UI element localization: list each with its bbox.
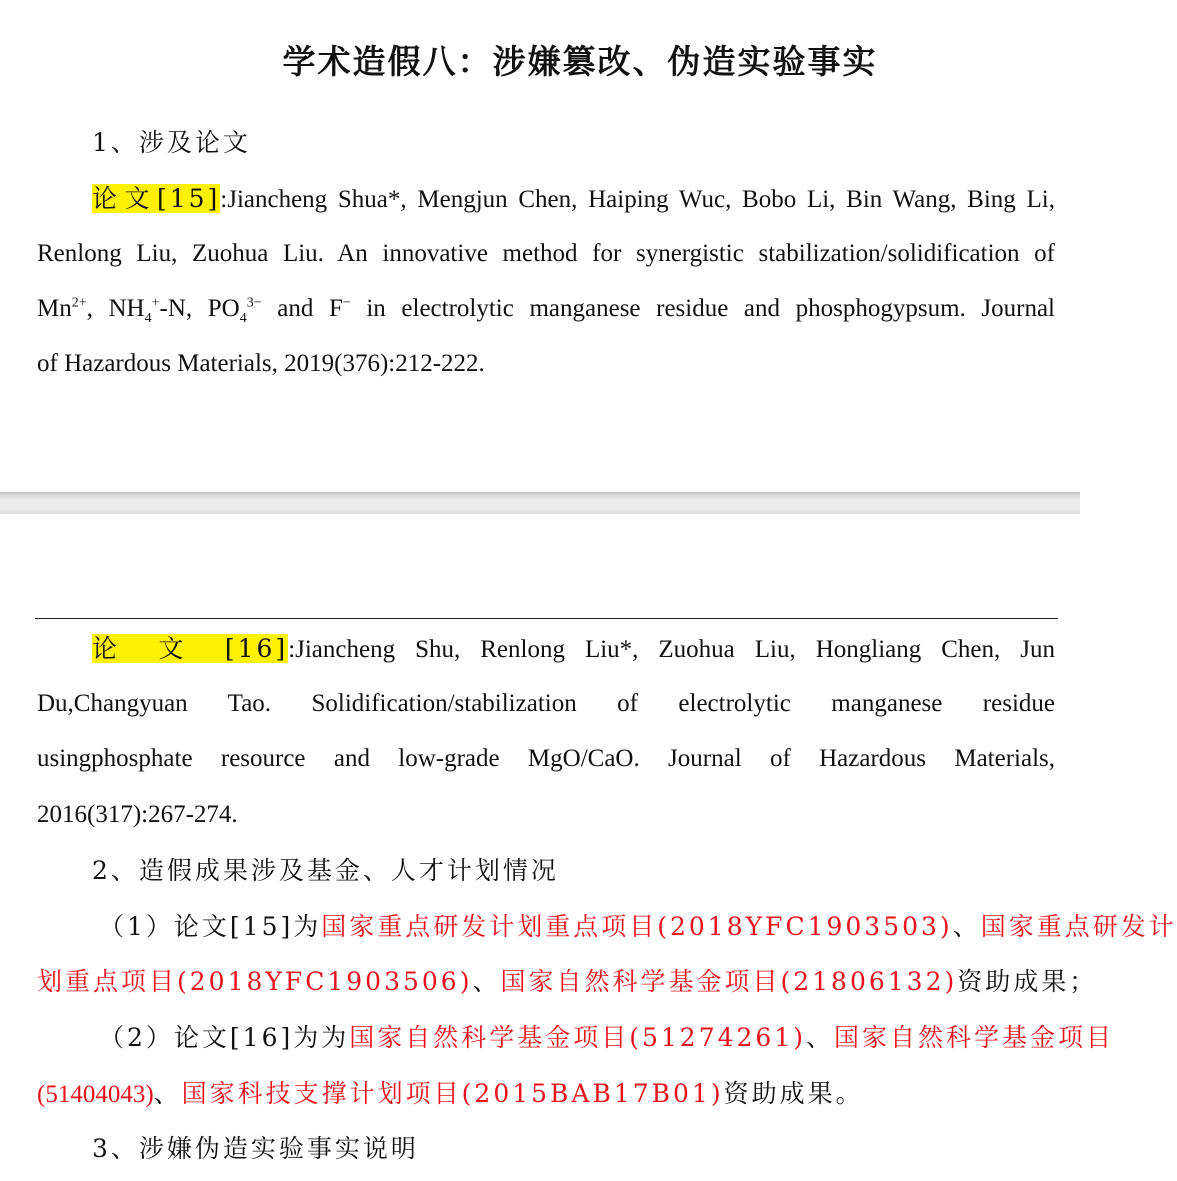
- section-heading-1: 1、涉及论文: [92, 128, 251, 157]
- funding-item-1-line-1: （1）论文[15]为国家重点研发计划重点项目(2018YFC1903503)、国家重点研发计: [99, 912, 1177, 941]
- paper15-line-1: [37, 184, 1055, 215]
- paper15-line-3: $Mn^{2+}$, $NH_4^+-N$, $PO_4^{3-}$ and F− in electrolytic manganese residue and phosphogypsum. Journal: [37, 295, 1055, 326]
- section-heading-3: 3、涉嫌伪造实验事实说明: [92, 1134, 419, 1163]
- paper16-line-4: 2016(317):267-274.: [37, 801, 238, 828]
- paper16-authors: :Jiancheng Shu, Renlong Liu*, Zuohua Liu, Hongliang Chen, Jun: [288, 636, 1055, 663]
- funding-item-1-line-2: 划重点项目(2018YFC1903506)、国家自然科学基金项目(21806132)资助成果；: [37, 967, 1098, 996]
- funding-item-2-line-2: (51404043)、国家科技支撑计划项目(2015BAB17B01)资助成果。: [37, 1079, 864, 1108]
- footnote-rule: [35, 618, 1058, 619]
- paper15-line-2: Renlong Liu, Zuohua Liu. An innovative method for synergistic stabilization/solidification of: [37, 240, 1055, 267]
- paper16-line-3: usingphosphate resource and low-grade MgO/CaO. Journal of Hazardous Materials,: [37, 745, 1055, 772]
- paper16-label: 论 文 [16]: [92, 634, 289, 663]
- page-title: 学术造假八：涉嫌篡改、伪造实验事实: [282, 42, 878, 81]
- paper16-line-1: [37, 634, 1055, 665]
- funding-item-2-line-1: （2）论文[16]为为国家自然科学基金项目(51274261)、国家自然科学基金项目: [99, 1023, 1115, 1052]
- document-page-2: [0, 514, 1177, 1181]
- paper15-label: 论文[15]: [92, 184, 221, 213]
- paper15-line-4: of Hazardous Materials, 2019(376):212-222.: [37, 350, 485, 377]
- page-separator: [0, 492, 1080, 514]
- document-page-1: [0, 0, 1080, 492]
- section-heading-2: 2、造假成果涉及基金、人才计划情况: [92, 856, 559, 885]
- paper15-authors: :Jiancheng Shua*, Mengjun Chen, Haiping Wuc, Bobo Li, Bin Wang, Bing Li,: [220, 186, 1055, 213]
- paper16-line-2: Du,Changyuan Tao. Solidification/stabilization of electrolytic manganese residue: [37, 690, 1055, 717]
